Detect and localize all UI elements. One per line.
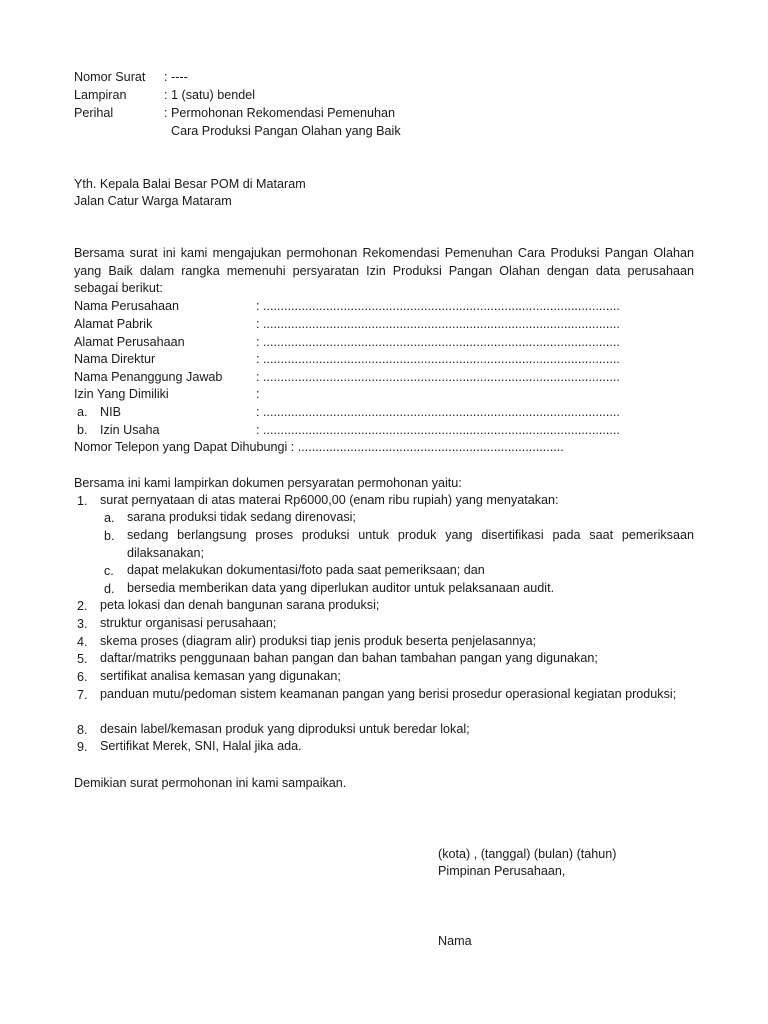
- field-alamat-perusahaan-value: : ......................................................................................................: [256, 335, 620, 349]
- list-item-7-text: panduan mutu/pedoman sistem keamanan pangan yang berisi prosedur operasional kegiatan produksi;: [100, 687, 677, 701]
- closing-sentence: Demikian surat permohonan ini kami sampaikan.: [74, 776, 347, 790]
- list-item-4-number: 4.: [77, 635, 88, 649]
- field-penanggung-jawab-value: : ......................................................................................................: [256, 370, 620, 384]
- signature-name: Nama: [438, 934, 472, 948]
- field-penanggung-jawab-label: Nama Penanggung Jawab: [74, 370, 223, 384]
- sub-item-d-text: bersedia memberikan data yang diperlukan auditor untuk pelaksanaan audit.: [127, 581, 555, 595]
- list-item-6-number: 6.: [77, 670, 88, 684]
- recipient-line-1: Yth. Kepala Balai Besar POM di Mataram: [74, 177, 306, 191]
- field-izin-value: :: [256, 387, 260, 401]
- attachments-intro: Bersama ini kami lampirkan dokumen persyaratan permohonan yaitu:: [74, 476, 462, 490]
- perihal-value-line2: Cara Produksi Pangan Olahan yang Baik: [171, 124, 401, 138]
- list-item-5-text: daftar/matriks penggunaan bahan pangan dan bahan tambahan pangan yang digunakan;: [100, 651, 598, 665]
- field-izin-usaha-label: Izin Usaha: [100, 423, 160, 437]
- field-izin-usaha-letter: b.: [77, 423, 88, 437]
- perihal-value: : Permohonan Rekomendasi Pemenuhan: [164, 106, 396, 120]
- sub-item-b-letter: b.: [104, 529, 115, 543]
- sub-item-a-letter: a.: [104, 511, 115, 525]
- sub-item-c-letter: c.: [104, 564, 114, 578]
- list-item-8-text: desain label/kemasan produk yang diproduksi untuk beredar lokal;: [100, 722, 470, 736]
- field-nama-perusahaan-label: Nama Perusahaan: [74, 299, 180, 313]
- nomor-value: : ----: [164, 70, 188, 84]
- perihal-label: Perihal: [74, 106, 114, 120]
- sub-item-d-letter: d.: [104, 582, 115, 596]
- lampiran-value: : 1 (satu) bendel: [164, 88, 256, 102]
- list-item-1-number: 1.: [77, 494, 88, 508]
- nomor-label: Nomor Surat: [74, 70, 146, 84]
- field-nama-direktur-label: Nama Direktur: [74, 352, 156, 366]
- signature-role: Pimpinan Perusahaan,: [438, 864, 566, 878]
- field-alamat-pabrik-label: Alamat Pabrik: [74, 317, 153, 331]
- list-item-9-text: Sertifikat Merek, SNI, Halal jika ada.: [100, 739, 302, 753]
- field-nib-value: : ......................................................................................................: [256, 405, 620, 419]
- list-item-3-number: 3.: [77, 617, 88, 631]
- list-item-9-number: 9.: [77, 740, 88, 754]
- list-item-2-number: 2.: [77, 599, 88, 613]
- list-item-3-text: struktur organisasi perusahaan;: [100, 616, 277, 630]
- list-item-7-number: 7.: [77, 688, 88, 702]
- field-alamat-pabrik-value: : ......................................................................................................: [256, 317, 620, 331]
- intro-paragraph: Bersama surat ini kami mengajukan permohonan Rekomendasi Pemenuhan Cara Produksi Pangan Olahan yang Baik dalam rangka memenuhi persyaratan Izin Produksi Pangan Olahan dengan data perusahaan sebagai berikut:: [74, 246, 694, 296]
- field-nama-perusahaan-value: : ......................................................................................................: [256, 299, 620, 313]
- sub-item-a-text: sarana produksi tidak sedang direnovasi;: [127, 510, 356, 524]
- field-nib-label: NIB: [100, 405, 121, 419]
- list-item-5-number: 5.: [77, 652, 88, 666]
- list-item-6-text: sertifikat analisa kemasan yang digunakan;: [100, 669, 341, 683]
- field-nama-direktur-value: : ......................................................................................................: [256, 352, 620, 366]
- field-alamat-perusahaan-label: Alamat Perusahaan: [74, 335, 185, 349]
- lampiran-label: Lampiran: [74, 88, 127, 102]
- list-item-2-text: peta lokasi dan denah bangunan sarana produksi;: [100, 598, 380, 612]
- field-nib-letter: a.: [77, 405, 88, 419]
- field-izin-usaha-value: : ......................................................................................................: [256, 423, 620, 437]
- list-item-4-text: skema proses (diagram alir) produksi tiap jenis produk beserta penjelasannya;: [100, 634, 537, 648]
- list-item-1-text: surat pernyataan di atas materai Rp6000,00 (enam ribu rupiah) yang menyatakan:: [100, 493, 559, 507]
- field-telepon: Nomor Telepon yang Dapat Dihubungi : ............................................................................: [74, 440, 564, 454]
- signature-place-date: (kota) , (tanggal) (bulan) (tahun): [438, 847, 617, 861]
- field-izin-label: Izin Yang Dimiliki: [74, 387, 169, 401]
- list-item-8-number: 8.: [77, 723, 88, 737]
- recipient-line-2: Jalan Catur Warga Mataram: [74, 194, 232, 208]
- sub-item-b-text: sedang berlangsung proses produksi untuk produk yang disertifikasi pada saat pemeriksaan dilaksanakan;: [127, 528, 694, 560]
- sub-item-c-text: dapat melakukan dokumentasi/foto pada saat pemeriksaan; dan: [127, 563, 485, 577]
